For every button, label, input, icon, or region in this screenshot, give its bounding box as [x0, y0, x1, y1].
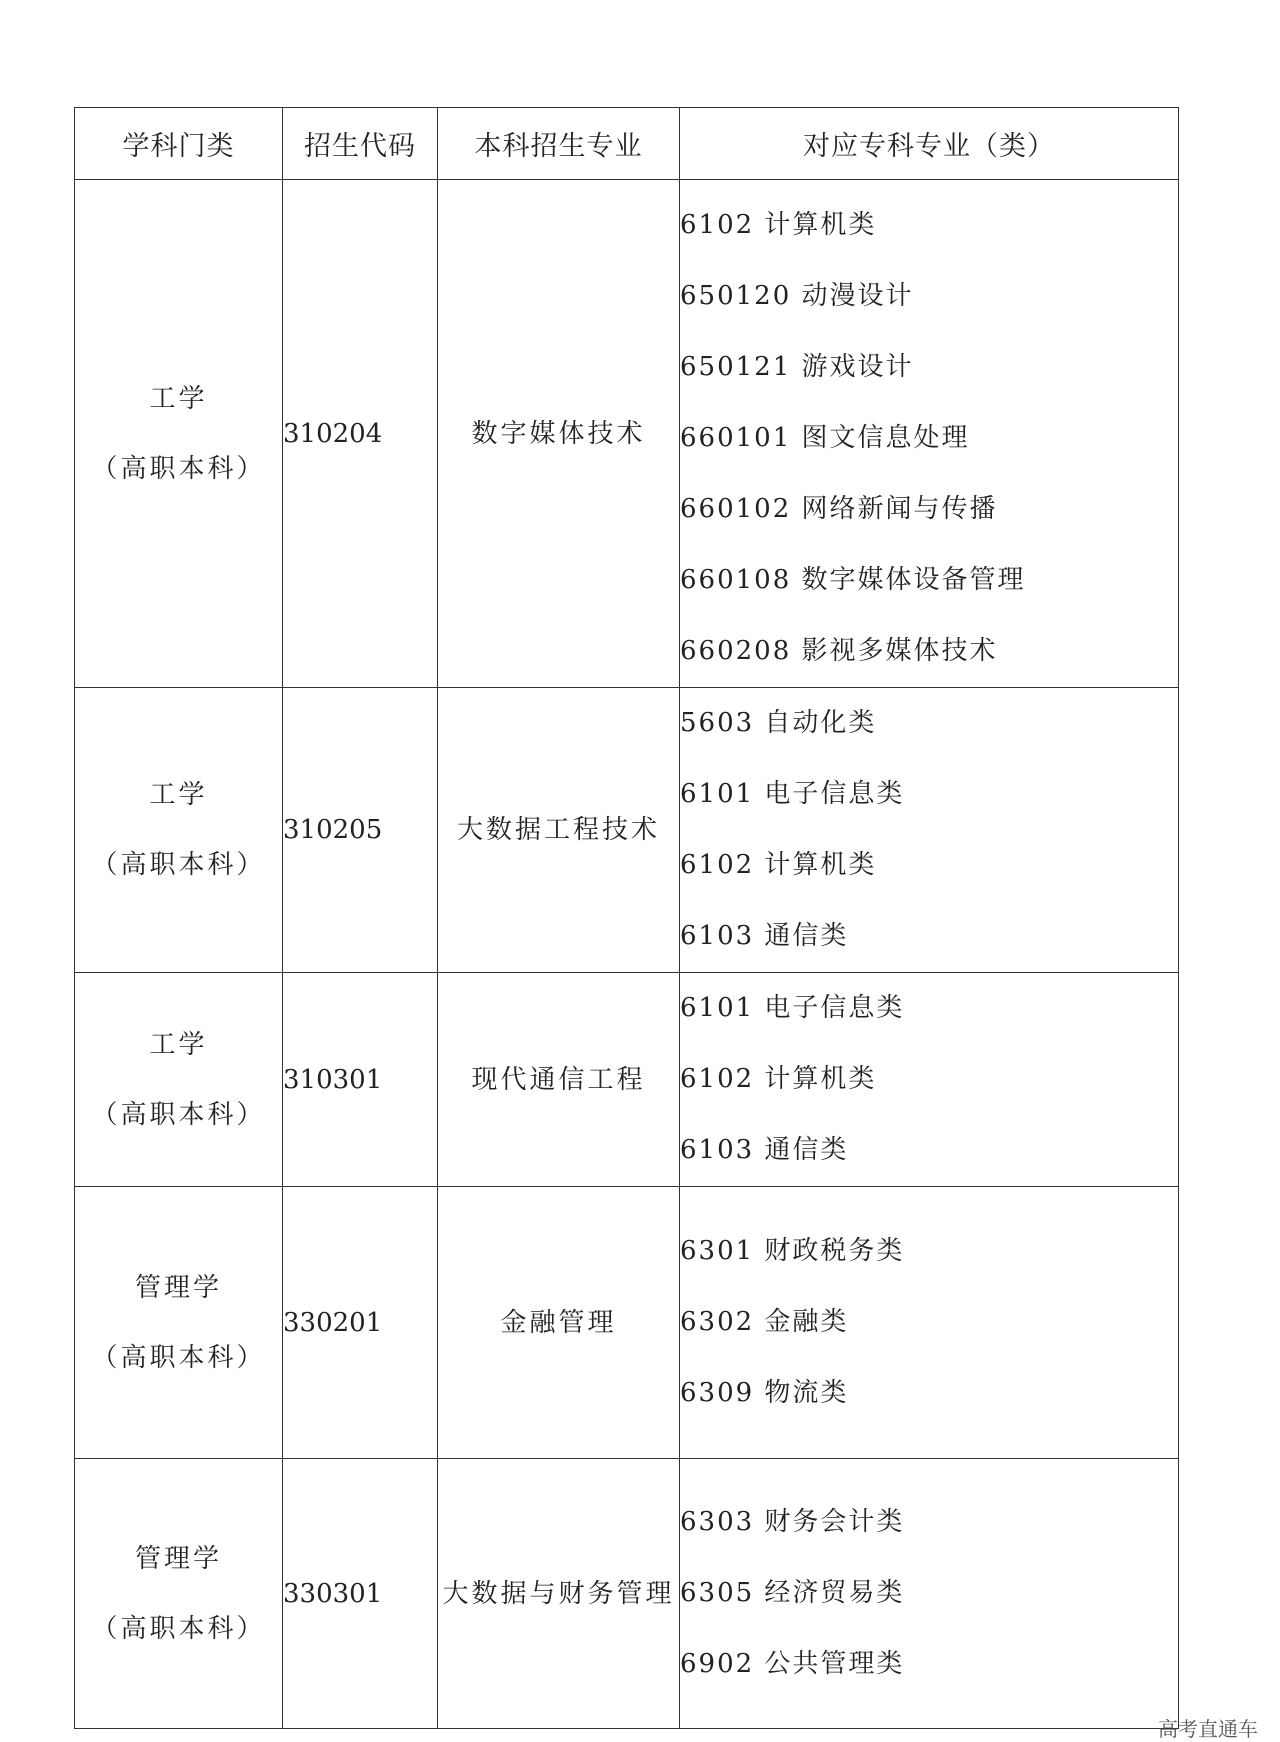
major-cell: 大数据与财务管理: [438, 1459, 680, 1729]
category-name: 工学: [149, 780, 208, 810]
watermark-text: 高考直通车: [1158, 1717, 1258, 1741]
category-level: （高职本科）: [91, 1342, 266, 1373]
related-item: 6301 财政税务类: [680, 1236, 905, 1266]
related-item: 6305 经济贸易类: [680, 1578, 905, 1608]
category-cell: [75, 180, 283, 688]
category-cell: [75, 1459, 283, 1729]
code-cell: 310301: [283, 973, 438, 1187]
category-level: （高职本科）: [91, 453, 266, 484]
code-cell: 310204: [283, 180, 438, 688]
table-row: [75, 688, 1179, 973]
code-cell: 330301: [283, 1459, 438, 1729]
related-cell: [680, 688, 1179, 973]
code-cell: 310205: [283, 688, 438, 973]
related-item: 6102 计算机类: [680, 1064, 877, 1094]
related-item: 650120 动漫设计: [680, 281, 914, 311]
related-item: 6101 电子信息类: [680, 993, 905, 1023]
category-name: 管理学: [134, 1543, 222, 1574]
related-cell: [680, 1187, 1179, 1459]
major-cell: 金融管理: [438, 1187, 680, 1459]
header-code: 招生代码: [283, 108, 438, 180]
related-item: 5603 自动化类: [680, 708, 877, 738]
code-cell: 330201: [283, 1187, 438, 1459]
related-item: 6302 金融类: [680, 1307, 849, 1337]
related-item: 660101 图文信息处理: [680, 423, 970, 453]
related-item: 660102 网络新闻与传播: [680, 494, 998, 524]
category-cell: [75, 688, 283, 973]
category-name: 工学: [149, 1029, 208, 1060]
major-cell: 现代通信工程: [438, 973, 680, 1187]
related-item: 6103 通信类: [680, 1135, 849, 1165]
category-cell: [75, 1187, 283, 1459]
table-row: [75, 1459, 1179, 1729]
majors-table: [74, 107, 1179, 1729]
category-level: （高职本科）: [91, 850, 266, 880]
related-item: 6103 通信类: [680, 921, 849, 951]
table-row: [75, 180, 1179, 688]
category-level: （高职本科）: [91, 1099, 266, 1130]
major-cell: 大数据工程技术: [438, 688, 680, 973]
related-item: 6902 公共管理类: [680, 1649, 905, 1679]
related-cell: [680, 973, 1179, 1187]
related-item: 6102 计算机类: [680, 850, 877, 880]
header-category: 学科门类: [75, 108, 283, 180]
related-cell: [680, 180, 1179, 688]
category-name: 管理学: [134, 1272, 222, 1303]
category-level: （高职本科）: [91, 1613, 266, 1644]
related-item: 650121 游戏设计: [680, 352, 914, 382]
header-related: 对应专科专业（类）: [680, 108, 1179, 180]
table-row: [75, 973, 1179, 1187]
related-item: 660208 影视多媒体技术: [680, 636, 998, 666]
related-item: 6303 财务会计类: [680, 1507, 905, 1537]
major-cell: 数字媒体技术: [438, 180, 680, 688]
table-header-row: [75, 108, 1179, 180]
related-item: 6102 计算机类: [680, 210, 877, 240]
category-cell: [75, 973, 283, 1187]
related-cell: [680, 1459, 1179, 1729]
category-name: 工学: [149, 383, 208, 414]
related-item: 660108 数字媒体设备管理: [680, 565, 1026, 595]
table-row: [75, 1187, 1179, 1459]
related-item: 6101 电子信息类: [680, 779, 905, 809]
related-item: 6309 物流类: [680, 1378, 849, 1408]
header-major: 本科招生专业: [438, 108, 680, 180]
